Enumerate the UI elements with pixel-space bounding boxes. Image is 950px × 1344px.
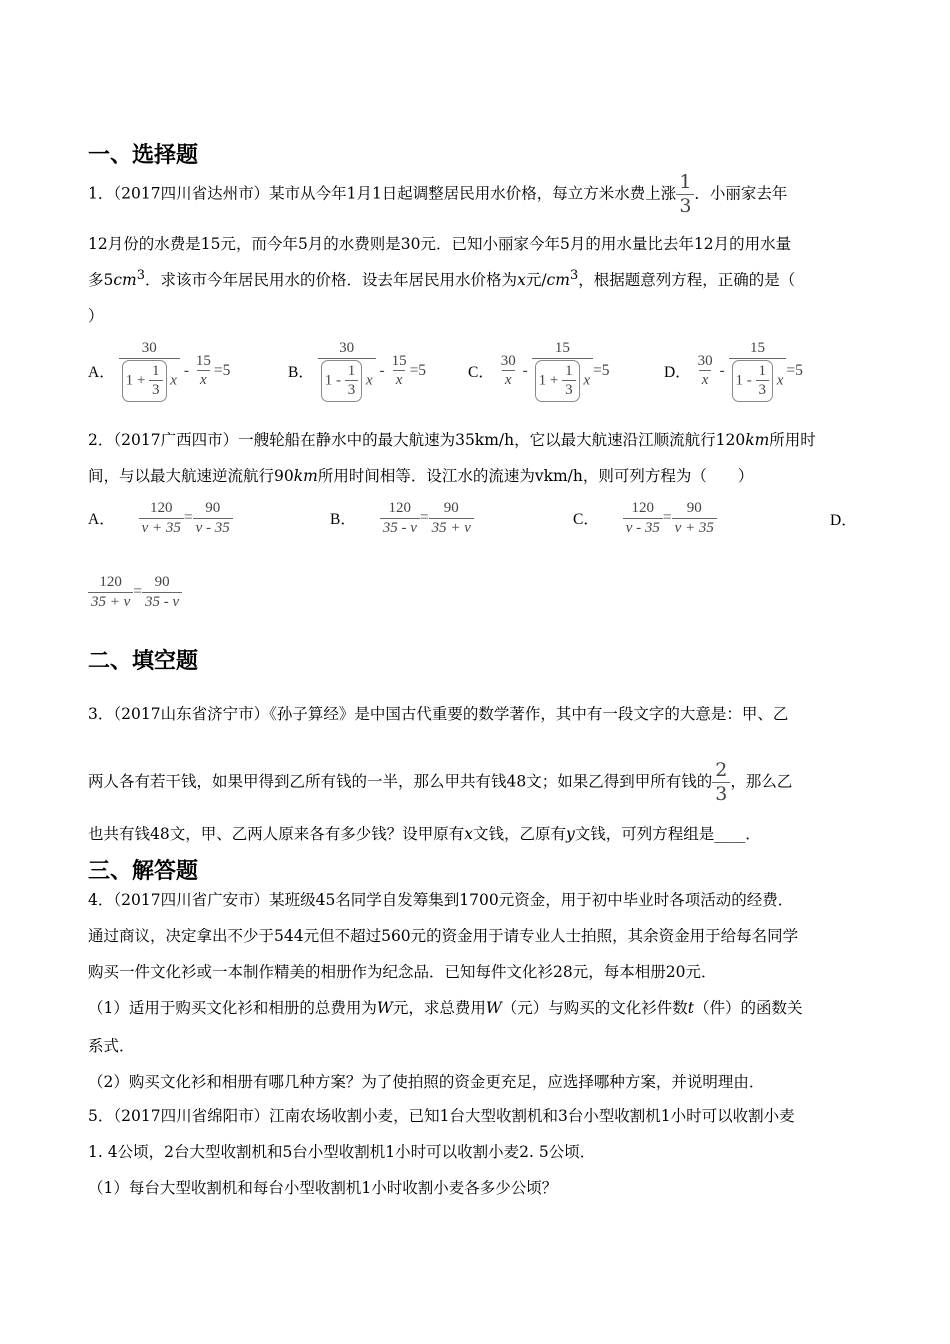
frac-den: v - 35: [623, 518, 663, 537]
equals: =5: [409, 361, 427, 379]
q4-line1: [88, 888, 868, 910]
equals: =: [133, 583, 143, 600]
frac-den: 3: [676, 194, 694, 217]
question-number: 3．: [88, 705, 114, 723]
frac-den: 3: [712, 782, 730, 805]
q5-part1: （1）每台大型收割机和每台小型收割机1小时收割小麦各多少公顷？: [88, 1179, 558, 1197]
q5-text: 江南农场收割小麦，已知1台大型收割机和3台小型收割机1小时可以收割小麦: [269, 1107, 795, 1125]
frac-num: 1: [679, 171, 692, 193]
frac-num: 30: [697, 352, 713, 369]
fraction-two-thirds: [712, 760, 730, 805]
frac-num: 120: [631, 500, 655, 516]
fraction-one-third: [676, 172, 694, 217]
frac-den: [119, 358, 180, 402]
q1-option-c[interactable]: [468, 340, 610, 402]
q2-line1: [88, 428, 868, 450]
frac-num: 90: [205, 500, 221, 516]
frac-den: v + 35: [672, 518, 717, 537]
fraction: [119, 340, 180, 402]
frac-num: 2: [715, 759, 728, 781]
q5-line1: [88, 1104, 868, 1126]
frac-num: 30: [500, 352, 516, 369]
equals: =: [183, 509, 193, 526]
unit-km: km: [293, 467, 318, 485]
var-x: x: [504, 372, 512, 389]
q3-text: 也共有钱48文，甲、乙两人原来各有多少钱？设甲原有: [88, 825, 465, 843]
q5-line2: 1. 4公顷，2台大型收割机和5台小型收割机1小时可以收割小麦2. 5公顷．: [88, 1143, 596, 1161]
section-heading-choice: 一、选择题: [88, 143, 199, 168]
frac-den: 3: [562, 380, 576, 399]
q3-text: ，那么乙: [730, 772, 793, 791]
option-label: C．: [468, 363, 494, 381]
q1-text: ．小丽家去年: [694, 184, 788, 203]
fraction: [380, 500, 420, 536]
unit-sup: 3: [136, 268, 146, 283]
frac-num: 30: [339, 340, 355, 356]
fraction: [695, 353, 716, 389]
question-number: 1．: [88, 184, 114, 203]
question-source: （2017四川省绵阳市）: [113, 1107, 270, 1125]
inner-fraction: [562, 363, 576, 399]
frac-num: 1: [152, 362, 160, 379]
equals: =5: [213, 361, 231, 379]
question-source: （2017四川省达州市）: [113, 184, 270, 203]
option-label: A．: [88, 511, 115, 528]
q1-line4: ）: [88, 307, 104, 325]
var-t: t: [687, 999, 695, 1017]
unit-cm: cm: [546, 271, 570, 290]
frac-den: [393, 370, 406, 389]
q3-line3: [88, 822, 868, 844]
equals: =5: [593, 361, 610, 379]
paren-group: [535, 360, 580, 402]
question-number: 2．: [88, 431, 114, 449]
var-x: x: [365, 371, 373, 388]
equals: =5: [786, 361, 803, 379]
operator: -: [522, 361, 528, 379]
option-label: A．: [88, 363, 115, 381]
frac-den: 3: [756, 380, 770, 399]
inner-fraction: [149, 363, 163, 399]
paren-group: [321, 360, 363, 402]
var-x: x: [517, 271, 526, 290]
frac-num: 120: [99, 574, 122, 590]
q1-option-b[interactable]: [288, 340, 426, 402]
frac-den: 3: [149, 380, 163, 399]
q4-text: （1）适用于购买文化衫和相册的总费用为: [88, 999, 377, 1017]
fraction: [88, 574, 133, 610]
question-source: （2017广西四市）: [113, 431, 239, 449]
operator: -: [719, 361, 725, 379]
q2-text: 一艘轮船在静水中的最大航速为35km/h，它以最大航速沿江顺流航行120: [238, 431, 746, 449]
fraction: [389, 353, 410, 389]
unit-sup: 3: [569, 268, 579, 283]
q3-line2: [88, 760, 868, 805]
question-source: （2017山东省济宁市）: [113, 705, 270, 723]
frac-den: v + 35: [139, 518, 184, 537]
option-label: B．: [330, 511, 356, 528]
q4-part2: （2）购买文化衫和相册有哪几种方案？为了使拍照的资金更充足，应选择哪种方案，并说明理由．: [88, 1073, 765, 1091]
frac-num: 120: [149, 500, 173, 516]
frac-den: 35 + v: [88, 592, 133, 611]
inner-fraction: [345, 363, 359, 399]
inner-fraction: [756, 363, 770, 399]
frac-den: [502, 370, 515, 389]
fraction: [139, 500, 184, 536]
q2-option-a[interactable]: [88, 500, 233, 536]
var-x: x: [170, 371, 177, 388]
frac-den: [532, 358, 593, 402]
q1-line3: [88, 268, 868, 290]
frac-num: 1: [758, 362, 766, 379]
frac-num: 15: [749, 340, 765, 356]
var-x: x: [200, 372, 207, 389]
q4-part1-cont: 系式．: [88, 1037, 135, 1055]
frac-den: [197, 370, 210, 389]
var-x: x: [776, 371, 784, 388]
q1-text: ．求该市今年居民用水的价格．设去年居民用水价格为: [145, 271, 518, 290]
equals: =: [419, 509, 429, 526]
fraction: [193, 353, 214, 389]
q2-option-d-label[interactable]: D．: [830, 512, 857, 529]
q3-text: 文钱，可列方程组是____．: [574, 825, 761, 843]
option-label: B．: [288, 363, 314, 381]
var-y: y: [566, 825, 575, 843]
q4-text: 元，求总费用: [392, 999, 486, 1017]
q4-text: 某班级45名同学自发筹集到1700元资金，用于初中毕业时各项活动的经费．: [269, 891, 794, 909]
frac-den: 35 - v: [380, 518, 420, 537]
q4-line2: 通过商议，决定拿出不少于544元但不超过560元的资金用于请专业人士拍照，其余资金用于给每名同学: [88, 927, 799, 945]
operator: -: [183, 361, 190, 379]
q1-text: 某市从今年1月1日起调整居民用水价格，每立方米水费上涨: [269, 184, 677, 203]
var-x: x: [701, 372, 709, 389]
q2-text: 所用时间相等．设江水的流速为vkm/h，则可列方程为（ ）: [317, 467, 754, 485]
fraction: [623, 500, 663, 536]
option-label: C．: [573, 511, 599, 528]
q1-option-d[interactable]: [664, 340, 803, 402]
paren-op: 1 -: [324, 371, 341, 388]
frac-num: 15: [554, 340, 570, 356]
unit-cm: cm: [113, 271, 137, 290]
var-w: W: [376, 999, 393, 1017]
frac-num: 120: [388, 500, 412, 516]
q1-line2: 12月份的水费是15元，而今年5月的水费则是30元．已知小丽家今年5月的用水量比去年12月的用水量: [88, 235, 792, 253]
frac-num: 1: [565, 362, 573, 379]
frac-num: 90: [686, 500, 702, 516]
var-w: W: [485, 999, 502, 1017]
option-label: D．: [664, 363, 691, 381]
fraction: [498, 353, 519, 389]
q4-part1: [88, 996, 868, 1018]
paren-group: [122, 360, 167, 402]
paren-op: 1 -: [735, 371, 752, 388]
var-x: x: [395, 372, 403, 389]
var-x: x: [583, 371, 591, 388]
q1-option-a[interactable]: [88, 340, 230, 402]
q4-text: （件）的函数关: [694, 999, 803, 1017]
q2-text: 所用时: [769, 431, 816, 449]
frac-num: 30: [141, 340, 157, 356]
frac-num: 90: [154, 574, 170, 590]
paren-group: [732, 360, 774, 402]
frac-num: 1: [347, 362, 356, 379]
q1-text: ，根据题意列方程，正确的是（: [578, 271, 796, 290]
q3-text: 《孙子算经》是中国古代重要的数学著作，其中有一段文字的大意是：甲、乙: [269, 705, 789, 723]
q2-option-d[interactable]: [88, 574, 182, 610]
fraction: [729, 340, 787, 402]
section-heading-solve: 三、解答题: [88, 859, 199, 884]
q2-line2: [88, 464, 868, 486]
question-number: 5．: [88, 1107, 114, 1125]
q2-option-c[interactable]: [573, 500, 717, 536]
q4-text: （元）与购买的文化衫件数: [501, 999, 688, 1017]
frac-den: v - 35: [193, 518, 233, 537]
fraction: [672, 500, 717, 536]
frac-den: 35 - v: [142, 592, 182, 611]
equals: =: [662, 509, 672, 526]
section-heading-fill: 二、填空题: [88, 649, 199, 674]
q3-line1: [88, 702, 868, 724]
paren-op: 1 +: [125, 371, 146, 388]
var-x: x: [464, 825, 473, 843]
frac-den: [729, 358, 787, 402]
frac-den: 3: [345, 380, 359, 399]
fraction: [318, 340, 376, 402]
q1-line1: [88, 172, 868, 217]
operator: -: [379, 361, 385, 379]
fraction: [532, 340, 593, 402]
paren-op: 1 +: [538, 371, 559, 388]
frac-num: 15: [391, 352, 407, 369]
q2-text: 间，与以最大航速逆流航行90: [88, 467, 294, 485]
question-number: 4．: [88, 891, 114, 909]
q2-option-b[interactable]: [330, 500, 474, 536]
fraction: [142, 574, 182, 610]
frac-den: 35 + v: [429, 518, 474, 537]
fraction: [193, 500, 233, 536]
frac-den: [318, 358, 376, 402]
frac-den: [699, 370, 712, 389]
question-source: （2017四川省广安市）: [113, 891, 270, 909]
unit-km: km: [745, 431, 770, 449]
q4-line3: 购买一件文化衫或一本制作精美的相册作为纪念品．已知每件文化衫28元，每本相册20元．: [88, 963, 717, 981]
q3-text: 文钱，乙原有: [472, 825, 566, 843]
q1-text: 多5: [88, 271, 114, 290]
frac-num: 90: [443, 500, 459, 516]
fraction: [429, 500, 474, 536]
q3-text: 两人各有若干钱，如果甲得到乙所有钱的一半，那么甲共有钱48文；如果乙得到甲所有钱的: [88, 772, 713, 791]
q1-text: 元/: [525, 271, 547, 290]
frac-num: 15: [195, 352, 211, 369]
